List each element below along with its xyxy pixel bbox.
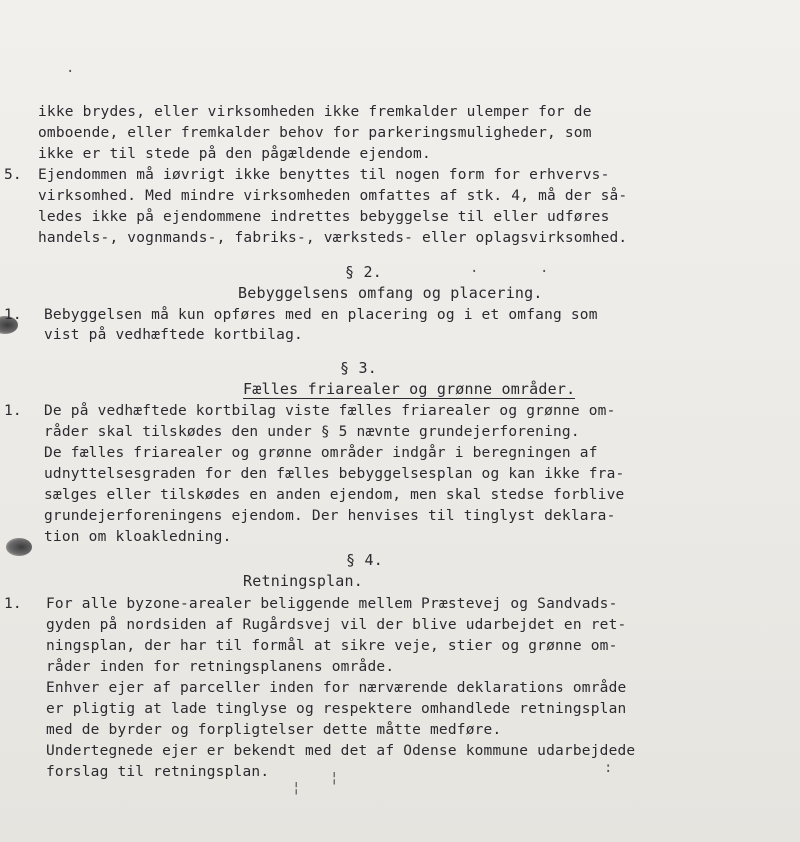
scan-speck: ¦: [330, 770, 339, 786]
section4-item1-line-2: gyden på nordsiden af Rugårdsvej vil der blive udarbejdet en ret-: [46, 617, 627, 633]
section2-item1-line-1: Bebyggelsen må kun opføres med en placering og i et omfang som: [44, 307, 598, 323]
scan-speck: :: [604, 760, 613, 776]
section4-item1-line-6: er pligtig at lade tinglyse og respektere omhandlede retningsplan: [46, 701, 627, 717]
scan-speck: ·: [540, 264, 549, 280]
item5-line-1: Ejendommen må iøvrigt ikke benyttes til nogen form for erhvervs-: [38, 167, 610, 183]
section3-item1-line-4: udnyttelsesgraden for den fælles bebyggelsesplan og kan ikke fra-: [44, 466, 625, 482]
section3-title: Fælles friarealer og grønne områder.: [243, 380, 576, 398]
section2-title: Bebyggelsens omfang og placering.: [238, 284, 543, 302]
section4-number: § 4.: [346, 551, 383, 569]
section3-item1-line-7: tion om kloakledning.: [44, 529, 232, 545]
section4-item1-line-9: forslag til retningsplan.: [46, 764, 270, 780]
section4-item1-line-8: Undertegnede ejer er bekendt med det af Odense kommune udarbejdede: [46, 743, 636, 759]
section4-item1-number: 1.: [4, 596, 22, 612]
section4-item1-line-4: råder inden for retningsplanens område.: [46, 659, 395, 675]
section4-item1-line-7: med de byrder og forpligtelser dette måtte medføre.: [46, 722, 502, 738]
section2-item1-number: 1.: [4, 307, 22, 323]
section3-number: § 3.: [340, 359, 377, 377]
intro-line-3: ikke er til stede på den pågældende ejendom.: [38, 146, 431, 162]
item5-line-3: ledes ikke på ejendommene indrettes bebyggelse til eller udføres: [38, 209, 610, 225]
section3-item1-line-6: grundejerforeningens ejendom. Der henvises til tinglyst deklara-: [44, 508, 616, 524]
section3-item1-line-1: De på vedhæftede kortbilag viste fælles friarealer og grønne om-: [44, 403, 616, 419]
section3-item1-line-5: sælges eller tilskødes en anden ejendom, men skal stedse forblive: [44, 487, 625, 503]
scan-speck: ·: [66, 64, 75, 80]
section4-item1-line-3: ningsplan, der har til formål at sikre veje, stier og grønne om-: [46, 638, 618, 654]
punch-hole-lower: [6, 538, 32, 556]
section4-item1-line-1: For alle byzone-arealer beliggende mellem Præstevej og Sandvads-: [46, 596, 618, 612]
item5-number: 5.: [4, 167, 22, 183]
section2-item1-line-2: vist på vedhæftede kortbilag.: [44, 327, 303, 343]
intro-line-1: ikke brydes, eller virksomheden ikke fremkalder ulemper for de: [38, 104, 592, 120]
scan-speck: ¦: [292, 780, 301, 796]
section2-number: § 2.: [345, 263, 382, 281]
section4-item1-line-5: Enhver ejer af parceller inden for nærværende deklarations område: [46, 680, 627, 696]
section3-item1-line-3: De fælles friarealer og grønne områder indgår i beregningen af: [44, 445, 598, 461]
section4-title: Retningsplan.: [243, 572, 363, 590]
item5-line-4: handels-, vognmands-, fabriks-, værksteds- eller oplagsvirksomhed.: [38, 230, 628, 246]
section3-item1-number: 1.: [4, 403, 22, 419]
item5-line-2: virksomhed. Med mindre virksomheden omfattes af stk. 4, må der så-: [38, 188, 628, 204]
scan-speck: ·: [470, 264, 479, 280]
intro-line-2: omboende, eller fremkalder behov for parkeringsmuligheder, som: [38, 125, 592, 141]
section3-item1-line-2: råder skal tilskødes den under § 5 nævnte grundejerforening.: [44, 424, 580, 440]
